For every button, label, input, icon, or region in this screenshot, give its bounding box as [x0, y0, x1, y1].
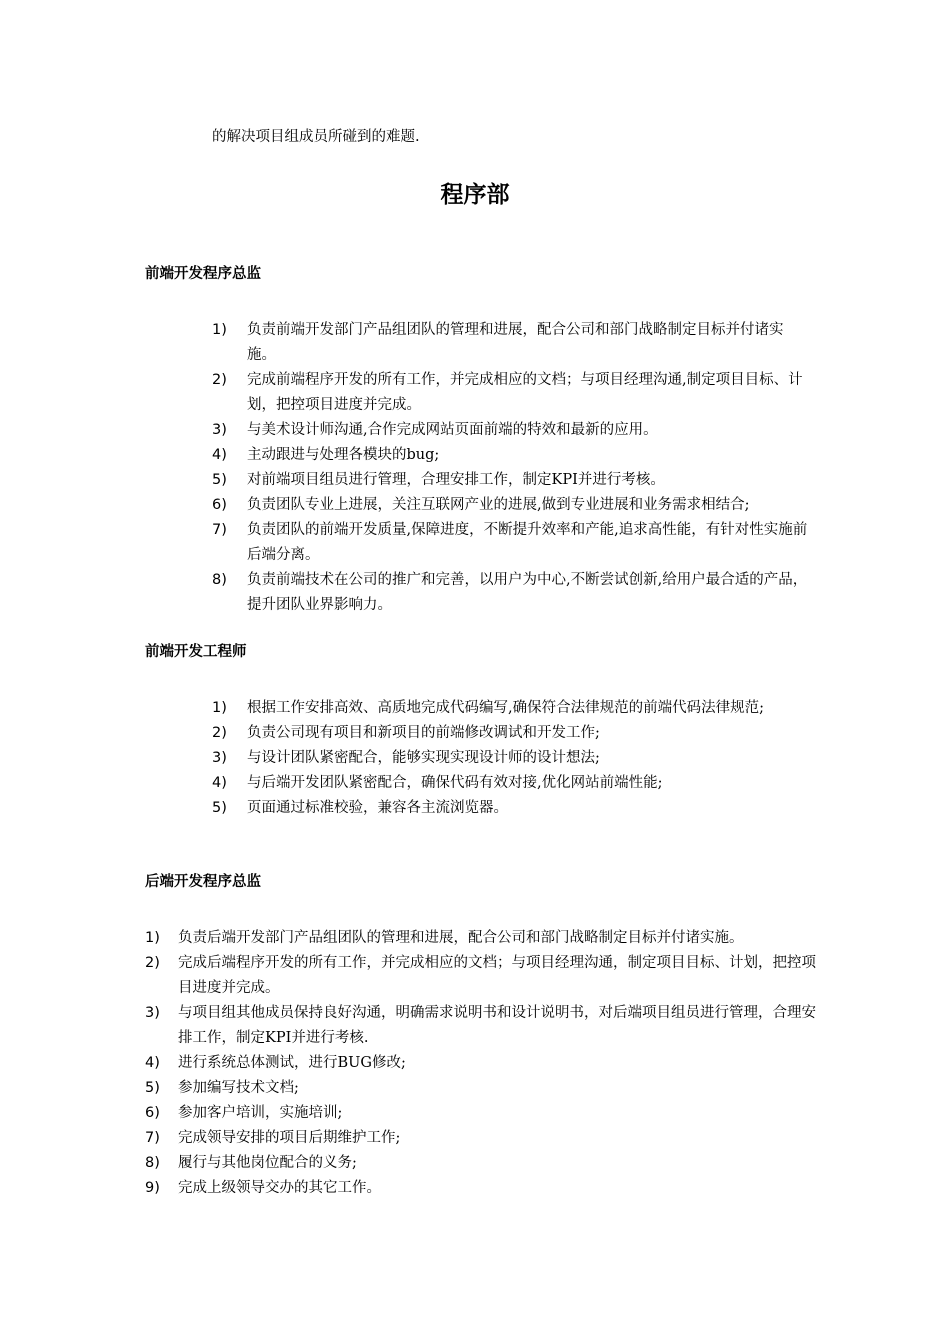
- list-text: 参加编写技术文档;: [178, 1080, 299, 1096]
- list-number: 2): [212, 372, 227, 388]
- section-heading-frontend-engineer: 前端开发工程师: [145, 644, 247, 660]
- list-text: 履行与其他岗位配合的义务;: [178, 1155, 357, 1171]
- list-number: 5): [212, 472, 227, 488]
- list-number: 6): [212, 497, 227, 513]
- list-number: 3): [212, 422, 227, 438]
- list-item: [212, 368, 812, 418]
- list-item: [145, 926, 825, 951]
- list-number: 2): [212, 725, 227, 741]
- list-item: [145, 1001, 825, 1051]
- continuation-text: 的解决项目组成员所碰到的难题.: [212, 129, 420, 145]
- list-item: [145, 1151, 825, 1176]
- list-number: 6): [145, 1105, 160, 1121]
- section-heading-frontend-director: 前端开发程序总监: [145, 266, 261, 282]
- frontend-engineer-duties-list: [212, 696, 812, 821]
- list-number: 1): [212, 700, 227, 716]
- list-number: 5): [212, 800, 227, 816]
- list-number: 4): [212, 775, 227, 791]
- frontend-director-duties-list: [212, 318, 812, 618]
- list-item: [145, 1051, 825, 1076]
- list-text: 完成上级领导交办的其它工作。: [178, 1180, 381, 1196]
- list-text: 负责前端技术在公司的推广和完善，以用户为中心,不断尝试创新,给用户最合适的产品，提升团队业界影响力。: [247, 572, 808, 613]
- list-number: 7): [145, 1130, 160, 1146]
- list-item: [212, 796, 812, 821]
- list-item: [145, 1126, 825, 1151]
- list-item: [145, 951, 825, 1001]
- list-text: 完成后端程序开发的所有工作，并完成相应的文档；与项目经理沟通，制定项目目标、计划，把控项目进度并完成。: [178, 955, 816, 996]
- list-number: 9): [145, 1180, 160, 1196]
- list-item: [212, 568, 812, 618]
- list-item: [212, 696, 812, 721]
- list-text: 完成领导安排的项目后期维护工作;: [178, 1130, 401, 1146]
- list-number: 3): [145, 1005, 160, 1021]
- list-text: 页面通过标准校验，兼容各主流浏览器。: [247, 800, 508, 816]
- list-text: 对前端项目组员进行管理，合理安排工作，制定KPI并进行考核。: [247, 472, 665, 488]
- list-number: 1): [145, 930, 160, 946]
- backend-director-duties-list: [145, 926, 825, 1201]
- list-item: [212, 418, 812, 443]
- list-item: [212, 771, 812, 796]
- section-heading-backend-director: 后端开发程序总监: [145, 874, 261, 890]
- list-text: 负责后端开发部门产品组团队的管理和进展，配合公司和部门战略制定目标并付诸实施。: [178, 930, 744, 946]
- list-text: 负责团队的前端开发质量,保障进度，不断提升效率和产能,追求高性能，有针对性实施前后端分离。: [247, 522, 808, 563]
- list-text: 主动跟进与处理各模块的bug;: [247, 447, 440, 463]
- list-text: 负责前端开发部门产品组团队的管理和进展，配合公司和部门战略制定目标并付诸实施。: [247, 322, 784, 363]
- list-number: 8): [212, 572, 227, 588]
- list-text: 根据工作安排高效、高质地完成代码编写,确保符合法律规范的前端代码法律规范;: [247, 700, 764, 716]
- list-text: 与后端开发团队紧密配合，确保代码有效对接,优化网站前端性能;: [247, 775, 663, 791]
- list-item: [145, 1176, 825, 1201]
- list-item: [145, 1076, 825, 1101]
- list-item: [212, 318, 812, 368]
- list-number: 4): [145, 1055, 160, 1071]
- list-text: 负责公司现有项目和新项目的前端修改调试和开发工作;: [247, 725, 600, 741]
- list-text: 进行系统总体测试，进行BUG修改;: [178, 1055, 406, 1071]
- list-number: 2): [145, 955, 160, 971]
- list-number: 3): [212, 750, 227, 766]
- list-item: [212, 468, 812, 493]
- list-item: [212, 721, 812, 746]
- list-number: 1): [212, 322, 227, 338]
- list-item: [212, 493, 812, 518]
- list-number: 8): [145, 1155, 160, 1171]
- list-number: 5): [145, 1080, 160, 1096]
- list-item: [212, 746, 812, 771]
- list-item: [145, 1101, 825, 1126]
- page-title: 程序部: [440, 181, 510, 208]
- list-text: 与美术设计师沟通,合作完成网站页面前端的特效和最新的应用。: [247, 422, 658, 438]
- list-number: 7): [212, 522, 227, 538]
- list-text: 负责团队专业上进展，关注互联网产业的进展,做到专业进展和业务需求相结合;: [247, 497, 750, 513]
- list-text: 与设计团队紧密配合，能够实现实现设计师的设计想法;: [247, 750, 600, 766]
- list-item: [212, 518, 812, 568]
- list-text: 与项目组其他成员保持良好沟通，明确需求说明书和设计说明书，对后端项目组员进行管理，合理安排工作，制定KPI并进行考核.: [178, 1005, 816, 1046]
- list-item: [212, 443, 812, 468]
- list-number: 4): [212, 447, 227, 463]
- list-text: 参加客户培训，实施培训;: [178, 1105, 343, 1121]
- list-text: 完成前端程序开发的所有工作，并完成相应的文档；与项目经理沟通,制定项目目标、计划，把控项目进度并完成。: [247, 372, 803, 413]
